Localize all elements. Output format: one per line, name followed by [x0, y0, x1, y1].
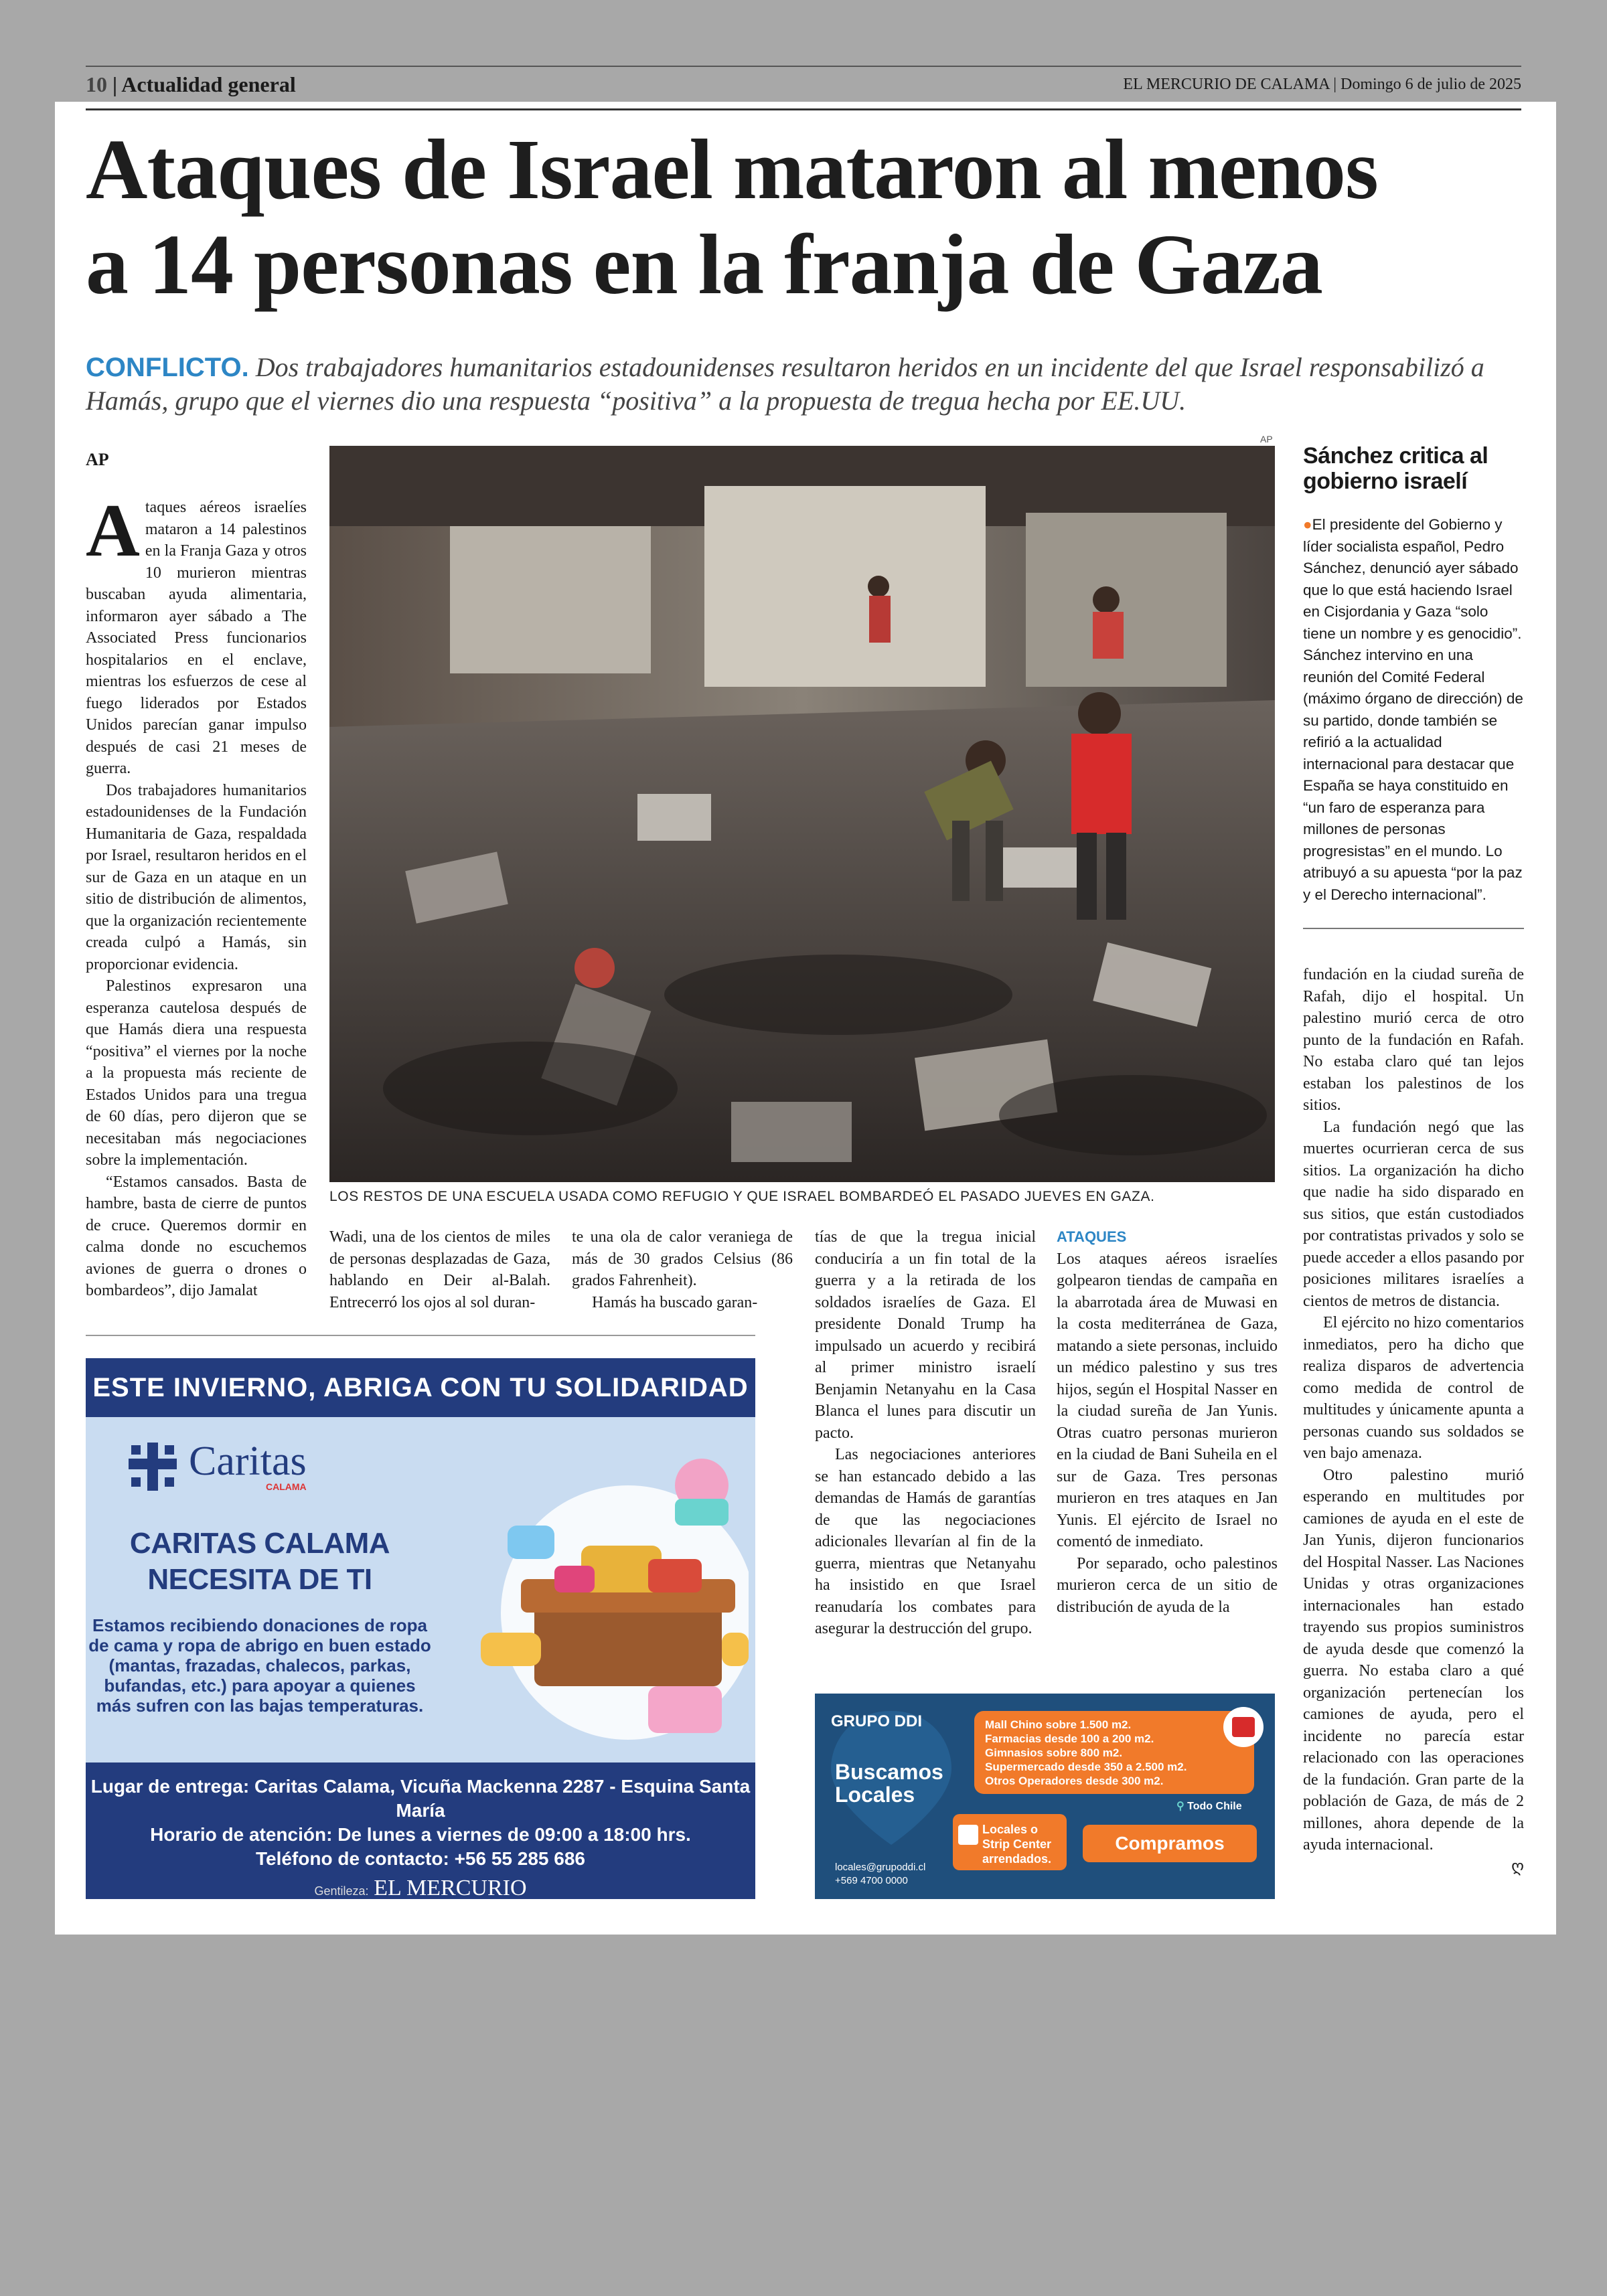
- ddi-coverage: ⚲ Todo Chile: [1176, 1801, 1242, 1812]
- dropcap: A: [86, 489, 140, 572]
- donation-box-illustration: [481, 1459, 749, 1753]
- ddi-email: locales@grupoddi.cl: [835, 1862, 926, 1873]
- photo-caption: LOS RESTOS DE UNA ESCUELA USADA COMO REFUGIO Y QUE ISRAEL BOMBARDEÓ EL PASADO JUEVES EN GAZA.: [329, 1189, 1155, 1204]
- ad-heading: CARITAS CALAMA NECESITA DE TI: [129, 1527, 390, 1596]
- end-mark-icon: ღ: [1511, 1858, 1524, 1876]
- ad-courtesy-label: Gentileza:: [314, 1884, 369, 1898]
- child-figure: [1093, 586, 1124, 659]
- lead-paragraph: Ataques aéreos israelíes mataron a 14 palestinos en la Franja Gaza y otros 10 murieron mientras buscaban ayuda alimentaria, informaron ayer sábado a The Associated Press funcionarios hospitalarios en el enclave, mientras los esfuerzos de cese al fuego liderados por Estados Unidos parecían ganar impulso después de casi 21 meses de guerra.: [86, 489, 307, 777]
- newspaper-name: EL MERCURIO DE CALAMA: [1123, 75, 1330, 93]
- article-column-1: [86, 489, 307, 1302]
- paragraph: te una ola de calor veraniega de más de 30 grados Celsius (86 grados Fahrenheit).: [572, 1228, 793, 1289]
- child-figure: [868, 576, 891, 643]
- section-label: 10 | Actualidad general: [86, 72, 296, 96]
- ad-body: Estamos recibiendo donaciones de ropa de cama y ropa de abrigo en buen estado (mantas, frazadas, chalecos, parkas, bufandas, etc.) para apoyar a quienes más sufren con las bajas temperaturas.: [88, 1615, 431, 1716]
- ddi-phone: +569 4700 0000: [835, 1875, 908, 1886]
- paragraph: tías de que la tregua inicial conduciría a un fin total de la guerra y a la retirada de los soldados israelíes de Gaza. El presidente Donald Trump ha impulsado un acuerdo y recibirá al primer ministro israelí Benjamin Netanyahu en la Casa Blanca el lunes para discutir un pacto.: [815, 1228, 1036, 1442]
- page-header: [86, 68, 1521, 100]
- caritas-advertisement[interactable]: [86, 1358, 755, 1899]
- paragraph: Los ataques aéreos israelíes golpearon tiendas de campaña en la abarrotada área de Muwasi en la costa mediterránea de Gaza, matando a siete personas, incluido un médico palestino y sus tres hijos, según el Hospital Nasser en la ciudad sureña de Jan Yunis. Otras cuatro personas murieron en la ciudad de Bani Suheila en el sur de Gaza. Tres personas murieron en tres ataques en Jan Yunis. El ejército de Israel no comentó de inmediato.: [1057, 1250, 1278, 1550]
- ad-phone: Teléfono de contacto: +56 55 285 686: [255, 1848, 585, 1869]
- paragraph: Dos trabajadores humanitarios estadounidenses de la Fundación Humanitaria de Gaza, respaldada por Israel, resultaron heridos en el sur de Gaza en un ataque en un sitio de distribución de alimentos, que la organización recientemente creada culpó a Hamás, sin proporcionar evidencia.: [86, 781, 307, 973]
- kicker: CONFLICTO.: [86, 353, 249, 382]
- sidebar-text: ●El presidente del Gobierno y líder socialista español, Pedro Sánchez, denunció ayer sábado que lo que está haciendo Israel en Cisjordania y Gaza “solo tiene un nombre y es genocidio”. Sánchez intervino en una reunión del Comité Federal (máximo órgano de dirección) de su partido, donde también se refirió a la actualidad internacional para destacar que España se haya constituido en “un faro de esperanza para millones de personas progresistas” en el mundo. Lo atribuyó a su apuesta “por la paz y el Derecho internacional”.: [1303, 516, 1523, 903]
- sidebar-title: Sánchez critica al gobierno israelí: [1303, 443, 1488, 494]
- ad-contact-footer: [86, 1762, 755, 1899]
- article-column-6: [1303, 964, 1524, 1878]
- ddi-advertisement[interactable]: [815, 1694, 1275, 1899]
- ddi-title: Buscamos Locales: [835, 1760, 943, 1807]
- sidebar-rule: [1303, 928, 1524, 929]
- caritas-logo: Caritas CALAMA: [125, 1439, 307, 1495]
- subhead: ATAQUES: [1057, 1228, 1127, 1245]
- ddi-cta[interactable]: Compramos: [1083, 1825, 1257, 1862]
- store-icon: [1223, 1707, 1264, 1747]
- header-rule: [86, 108, 1521, 110]
- paragraph: Wadi, una de los cientos de miles de personas desplazadas de Gaza, hablando en Deir al-Balah. Entrecerró los ojos al sol duran-: [329, 1228, 550, 1311]
- photo-credit: AP: [1260, 434, 1273, 444]
- ddi-contact: [835, 1861, 925, 1888]
- paragraph: Las negociaciones anteriores se han estancado debido a las demandas de Hamás de garantías de que las negociaciones adicionales llevarían al fin de la guerra, mientras que Netanyahu ha insistido en que Israel reanudaría los combates para asegurar la destrucción del grupo.: [815, 1446, 1036, 1637]
- deck: [86, 351, 1532, 418]
- article-column-5: [1057, 1226, 1278, 1618]
- paragraph: El ejército no hizo comentarios inmediatos, pero ha dicho que realiza disparos de advertencia como medida de control de multitudes y únicamente apunta a personas cuando sus soldados se ven bajo amenaza.: [1303, 1314, 1524, 1462]
- paragraph: Hamás ha buscado garan-: [592, 1293, 758, 1311]
- ad-place: Lugar de entrega: Caritas Calama, Vicuña Mackenna 2287 - Esquina Santa María: [90, 1776, 751, 1821]
- paragraph: La fundación negó que las muertes ocurrieran cerca de sus sitios. La organización ha dicho que nadie ha sido disparado en sus sitios, que están custodiados por contratistas privados y solo se puede acceder a ellos pasando por posiciones militares israelíes a cientos de metros de distancia.: [1303, 1118, 1524, 1310]
- ddi-locales-box: Locales o Strip Center arrendados.: [953, 1814, 1067, 1870]
- deck-text: Dos trabajadores humanitarios estadounidenses resultaron heridos en un incidente del que Israel responsabilizó a Hamás, grupo que el viernes dio una respuesta “positiva” a la propuesta de tregua hecha por EE.UU.: [86, 352, 1484, 416]
- issue-date: Domingo 6 de julio de 2025: [1341, 75, 1521, 93]
- article-column-4: [815, 1226, 1036, 1640]
- top-rule: [86, 66, 1521, 67]
- page-number: 10: [86, 72, 107, 96]
- ad-hours: Horario de atención: De lunes a viernes de 09:00 a 18:00 hrs.: [150, 1824, 691, 1845]
- rubble-scene-illustration: [329, 446, 1275, 1182]
- ad-banner: ESTE INVIERNO, ABRIGA CON TU SOLIDARIDAD: [86, 1358, 755, 1417]
- section-name: Actualidad general: [121, 72, 296, 96]
- paragraph: Otro palestino murió esperando en multitudes por camiones de ayuda en el este de Jan Yunis, dijeron funcionarios del Hospital Nasser. Las Naciones Unidas y otras organizaciones internacionales han estado trayendo sus propios suministros de ayuda desde que comenzó la guerra. No estaba claro a qué organización pertenecían los camiones de ayuda, pero el incidente no parecía estar relacionado con las operaciones de la fundación. Gran parte de la población de Gaza, de más de 2 millones, ahora depende de la ayuda internacional.: [1303, 1466, 1524, 1854]
- building-icon: [958, 1825, 978, 1845]
- pin-icon: ⚲: [1176, 1801, 1184, 1812]
- article-column-3: [572, 1226, 793, 1313]
- ddi-group: GRUPO DDI: [831, 1712, 923, 1730]
- bullet-icon: ●: [1303, 516, 1312, 533]
- ad-courtesy-brand: EL MERCURIO: [374, 1876, 527, 1899]
- headline: Ataques de Israel mataron al menos a 14 personas en la franja de Gaza: [86, 122, 1378, 312]
- masthead-date: EL MERCURIO DE CALAMA | Domingo 6 de julio de 2025: [1123, 75, 1521, 93]
- paragraph: “Estamos cansados. Basta de hambre, basta de cierre de puntos de cruce. Queremos dormir en calma donde no escuchemos aviones de guerra o drones o bombardeos”, dijo Jamalat: [86, 1173, 307, 1299]
- article-column-2: [329, 1226, 550, 1313]
- ad-separator-rule: [86, 1335, 755, 1336]
- news-photo: [329, 446, 1275, 1182]
- paragraph: Por separado, ocho palestinos murieron cerca de un sitio de distribución de ayuda de la: [1057, 1554, 1278, 1616]
- byline: AP: [86, 450, 109, 469]
- ddi-offers-box: Mall Chino sobre 1.500 m2. Farmacias desde 100 a 200 m2. Gimnasios sobre 800 m2. Supermercado desde 350 a 2.500 m2. Otros Operadores desde 300 m2.: [974, 1711, 1254, 1794]
- cross-icon: [125, 1439, 181, 1495]
- page-sheet: [55, 102, 1556, 1935]
- paragraph: Palestinos expresaron una esperanza cautelosa después de que Hamás diera una respuesta “positiva” el viernes por la noche a la propuesta más reciente de Estados Unidos para una tregua de 60 días, pero dijeron que se necesitaban más negociaciones sobre la implementación.: [86, 977, 307, 1169]
- paragraph: fundación en la ciudad sureña de Rafah, dijo el hospital. Un palestino murió cerca de otro punto de la fundación en Rafah. No estaba claro qué tan lejos estaban los palestinos de los sitios.: [1303, 966, 1524, 1114]
